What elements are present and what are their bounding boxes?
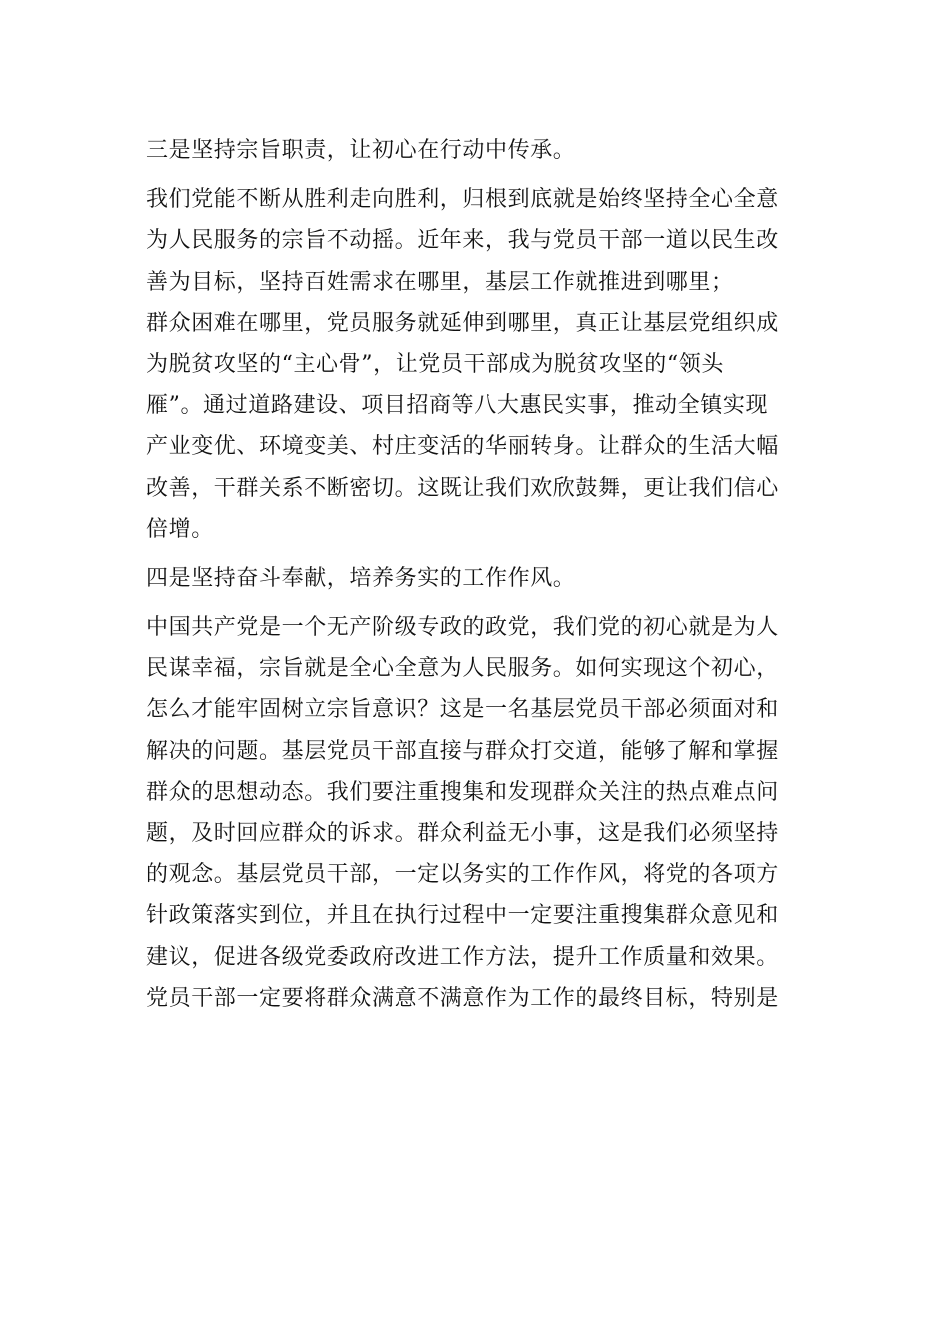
paragraph-line: 群众的思想动态。我们要注重搜集和发现群众关注的热点难点问 bbox=[146, 779, 779, 805]
paragraph-line: 善为目标，坚持百姓需求在哪里，基层工作就推进到哪里； bbox=[146, 269, 734, 295]
paragraph-line: 的观念。基层党员干部，一定以务实的工作作风，将党的各项方 bbox=[146, 862, 779, 888]
paragraph-line: 中国共产党是一个无产阶级专政的政党，我们党的初心就是为人 bbox=[146, 615, 779, 641]
paragraph-line: 民谋幸福，宗旨就是全心全意为人民服务。如何实现这个初心， bbox=[146, 656, 779, 682]
document-body bbox=[146, 130, 806, 1019]
paragraph-line: 为脱贫攻坚的“主心骨”，让党员干部成为脱贫攻坚的“领头 bbox=[146, 351, 724, 377]
paragraph-line: 群众困难在哪里，党员服务就延伸到哪里，真正让基层党组织成 bbox=[146, 310, 779, 336]
paragraph-line: 改善，干群关系不断密切。这既让我们欢欣鼓舞，更让我们信心 bbox=[146, 475, 779, 501]
paragraph-line: 三是坚持宗旨职责，让初心在行动中传承。 bbox=[146, 138, 576, 163]
paragraph-line: 倍增。 bbox=[146, 516, 214, 542]
paragraph-line: 针政策落实到位，并且在执行过程中一定要注重搜集群众意见和 bbox=[146, 903, 779, 929]
paragraph-line: 怎么才能牢固树立宗旨意识？这是一名基层党员干部必须面对和 bbox=[146, 697, 779, 723]
paragraph-line: 四是坚持奋斗奉献，培养务实的工作作风。 bbox=[146, 565, 576, 591]
paragraph-party-purpose bbox=[146, 607, 806, 1019]
paragraph-line: 我们党能不断从胜利走向胜利，归根到底就是始终坚持全心全意 bbox=[146, 187, 779, 213]
paragraph-line: 为人民服务的宗旨不动摇。近年来，我与党员干部一道以民生改 bbox=[146, 228, 779, 254]
paragraph-serving-people bbox=[146, 179, 806, 550]
paragraph-line: 产业变优、环境变美、村庄变活的华丽转身。让群众的生活大幅 bbox=[146, 434, 779, 460]
paragraph-line: 雁”。通过道路建设、项目招商等八大惠民实事，推动全镇实现 bbox=[146, 393, 769, 419]
paragraph-principle-three bbox=[146, 130, 806, 171]
paragraph-line: 题，及时回应群众的诉求。群众利益无小事，这是我们必须坚持 bbox=[146, 821, 779, 846]
paragraph-line: 解决的问题。基层党员干部直接与群众打交道，能够了解和掌握 bbox=[146, 738, 779, 764]
paragraph-line: 党员干部一定要将群众满意不满意作为工作的最终目标，特别是 bbox=[146, 985, 779, 1011]
paragraph-principle-four bbox=[146, 558, 806, 599]
paragraph-line: 建议，促进各级党委政府改进工作方法，提升工作质量和效果。 bbox=[146, 944, 779, 970]
